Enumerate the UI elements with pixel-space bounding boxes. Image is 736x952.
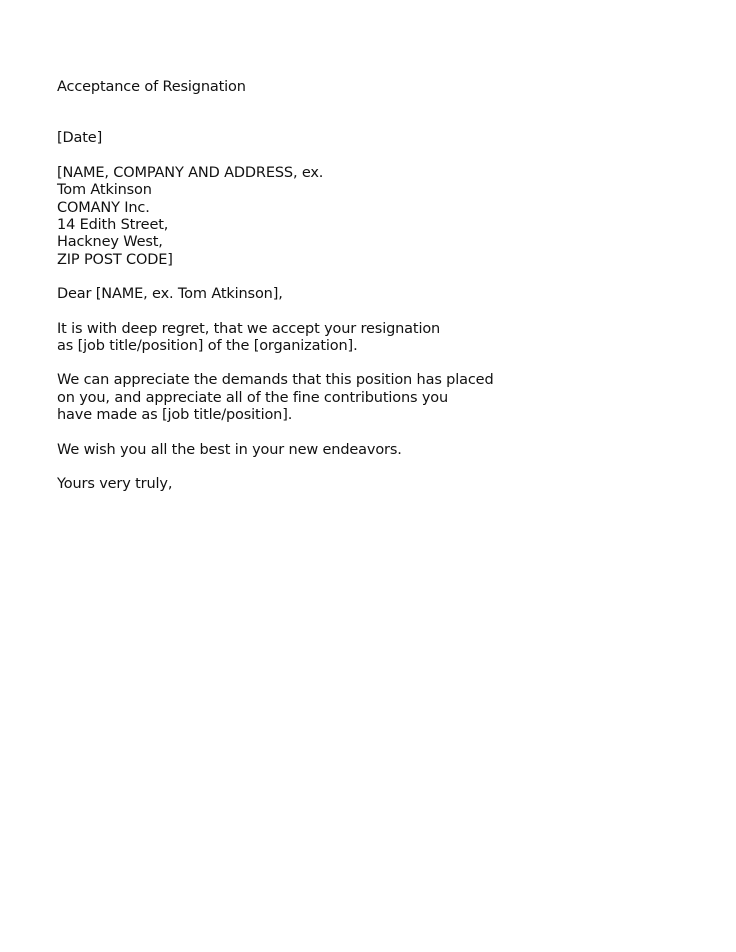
address-line: COMANY Inc. <box>57 199 150 216</box>
paragraph-line: on you, and appreciate all of the fine contributions you <box>57 389 449 406</box>
address-line: [NAME, COMPANY AND ADDRESS, ex. <box>57 164 324 181</box>
letter-body <box>57 79 677 494</box>
paragraph-appreciation <box>57 372 677 424</box>
salutation <box>57 286 677 303</box>
paragraph-wishes <box>57 442 677 459</box>
letter-date <box>57 130 677 147</box>
address-line: Tom Atkinson <box>57 182 152 199</box>
address-line: Hackney West, <box>57 234 163 251</box>
address-line: ZIP POST CODE] <box>57 251 173 268</box>
title-text: Acceptance of Resignation <box>57 79 246 95</box>
closing <box>57 476 677 493</box>
paragraph-line: It is with deep regret, that we accept your resignation <box>57 320 441 337</box>
paragraph-line: We can appreciate the demands that this position has placed <box>57 372 494 389</box>
paragraph-line: We wish you all the best in your new endeavors. <box>57 441 402 458</box>
salutation-text: Dear [NAME, ex. Tom Atkinson], <box>57 286 283 303</box>
date-text: [Date] <box>57 130 103 147</box>
paragraph-acceptance <box>57 321 677 356</box>
paragraph-line: as [job title/position] of the [organization]. <box>57 338 358 355</box>
letter-title <box>57 79 677 96</box>
closing-text: Yours very truly, <box>57 476 173 493</box>
paragraph-line: have made as [job title/position]. <box>57 407 293 424</box>
recipient-address <box>57 165 677 269</box>
address-line: 14 Edith Street, <box>57 217 169 234</box>
